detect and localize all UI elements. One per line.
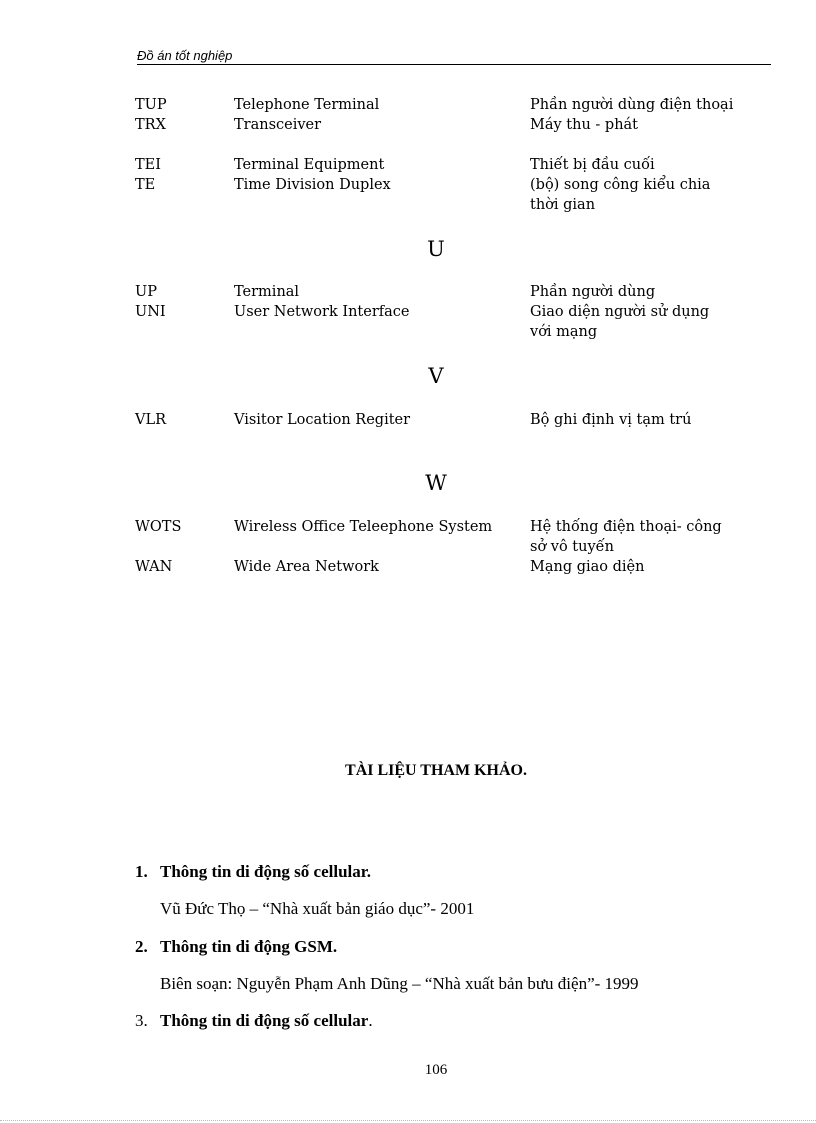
english-term: Wireless Office Teleephone System (234, 519, 493, 535)
reference-number: 2. (135, 937, 148, 956)
footer-divider (0, 1120, 816, 1121)
abbreviation: TRX (135, 117, 166, 133)
section-letter-v: V (428, 364, 444, 388)
abbreviation: UNI (135, 304, 166, 320)
english-term: Wide Area Network (234, 559, 379, 575)
abbreviation: WAN (135, 559, 173, 575)
reference-number: 3. (135, 1011, 148, 1030)
english-term: Terminal Equipment (234, 157, 385, 173)
vietnamese-term: Hệ thống điện thoại- công sở vô tuyến (530, 519, 722, 555)
page-header: Đồ án tốt nghiệp (137, 48, 771, 65)
section-letter-w: W (425, 471, 447, 495)
reference-detail: Biên soạn: Nguyễn Phạm Anh Dũng – “Nhà xuất bản bưu điện”- 1999 (160, 974, 639, 993)
vietnamese-term: Giao diện người sử dụng với mạng (530, 304, 710, 340)
reference-title: Thông tin di động GSM. (160, 937, 338, 956)
page-number: 106 (424, 1062, 448, 1078)
abbreviation: TUP (135, 97, 167, 113)
abbreviation: VLR (135, 412, 167, 428)
references-title: TÀI LIỆU THAM KHẢO. (345, 762, 527, 779)
vietnamese-term: Bộ ghi định vị tạm trú (530, 412, 692, 428)
vietnamese-term: Máy thu - phát (530, 117, 639, 133)
reference-item (135, 1011, 373, 1031)
reference-item (135, 862, 371, 882)
english-term: User Network Interface (234, 304, 410, 320)
english-term: Terminal (234, 284, 300, 300)
vietnamese-term: Thiết bị đầu cuối (530, 157, 655, 173)
vietnamese-term: Phần người dùng điện thoại (530, 97, 734, 113)
reference-title-suffix: . (368, 1011, 373, 1030)
english-term: Time Division Duplex (234, 177, 391, 193)
reference-title: Thông tin di động số cellular. (160, 862, 371, 881)
abbreviation: TEI (135, 157, 161, 173)
vietnamese-term: Phần người dùng (530, 284, 656, 300)
english-term: Telephone Terminal (234, 97, 380, 113)
reference-number: 1. (135, 862, 148, 881)
section-letter-u: U (427, 237, 445, 261)
reference-title: Thông tin di động số cellular (160, 1011, 369, 1030)
abbreviation: TE (135, 177, 156, 193)
reference-detail: Vũ Đức Thọ – “Nhà xuất bản giáo dục”- 2001 (160, 899, 475, 918)
vietnamese-term: Mạng giao diện (530, 559, 645, 575)
english-term: Visitor Location Regiter (234, 412, 411, 428)
abbreviation: UP (135, 284, 157, 300)
vietnamese-term: (bộ) song công kiểu chia thời gian (530, 177, 711, 213)
reference-item (135, 937, 337, 957)
abbreviation: WOTS (135, 519, 182, 535)
english-term: Transceiver (234, 117, 322, 133)
